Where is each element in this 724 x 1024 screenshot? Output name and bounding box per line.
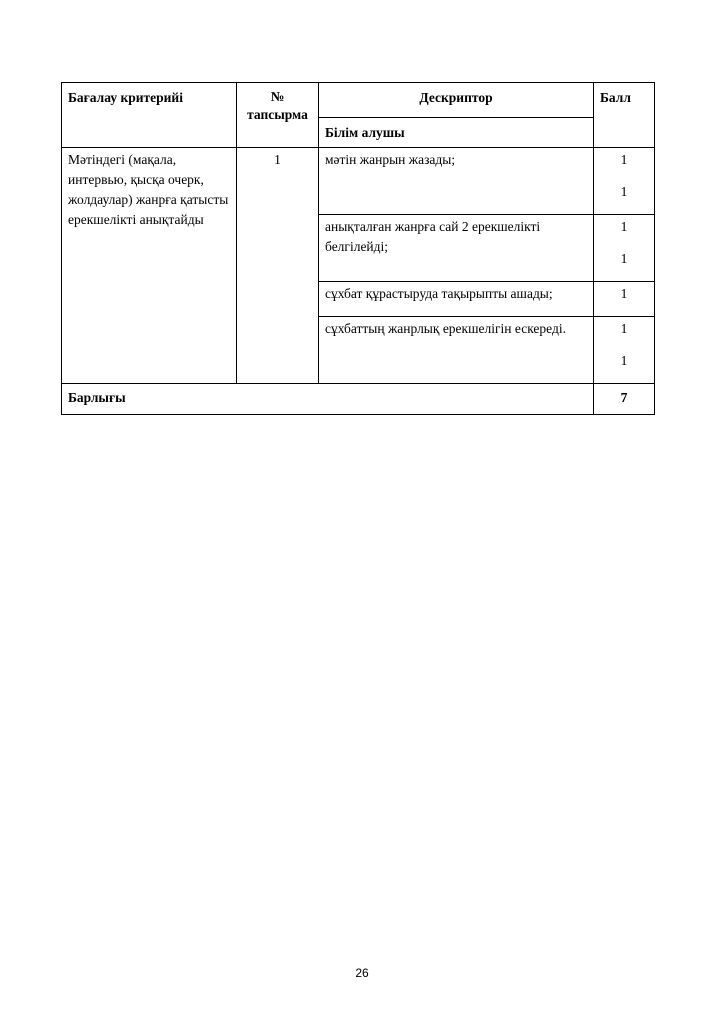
- criteria-cell: Мәтіндегі (мақала, интервью, қысқа очерк, жолдаулар) жанрға қатысты ерекшелікті анықтайды: [62, 148, 237, 384]
- score-cell: [594, 215, 655, 282]
- header-task-number: [237, 83, 319, 148]
- header-descriptor: Дескриптор: [319, 83, 594, 118]
- score-cell: [594, 148, 655, 215]
- score-value: 1: [620, 219, 628, 234]
- score-value: 1: [620, 152, 628, 167]
- total-label: Барлығы: [62, 384, 594, 415]
- page-number: 26: [355, 966, 369, 980]
- header-criteria: Бағалау критерийі: [62, 83, 237, 148]
- descriptor-cell: сұхбаттың жанрлық ерекшелігін ескереді.: [319, 317, 594, 384]
- table-row: [62, 148, 655, 215]
- score-value: 1: [620, 251, 628, 266]
- descriptor-cell: сұхбат құрастыруда тақырыпты ашады;: [319, 282, 594, 317]
- task-number-cell: 1: [237, 148, 319, 384]
- score-value: 1: [620, 321, 628, 336]
- header-task-number-symbol: №: [270, 89, 285, 104]
- header-score: Балл: [594, 83, 655, 148]
- assessment-rubric-table: [61, 82, 655, 415]
- total-row: [62, 384, 655, 415]
- header-learner: Білім алушы: [319, 118, 594, 148]
- score-cell: [594, 282, 655, 317]
- score-value: 1: [620, 286, 628, 301]
- score-value: 1: [620, 353, 628, 368]
- score-value: 1: [620, 184, 628, 199]
- header-row: [62, 83, 655, 118]
- descriptor-cell: мәтін жанрын жазады;: [319, 148, 594, 215]
- descriptor-cell: анықталған жанрға сай 2 ерекшелікті белгілейді;: [319, 215, 594, 282]
- header-task-number-word: тапсырма: [247, 107, 308, 122]
- total-value: 7: [594, 384, 655, 415]
- score-cell: [594, 317, 655, 384]
